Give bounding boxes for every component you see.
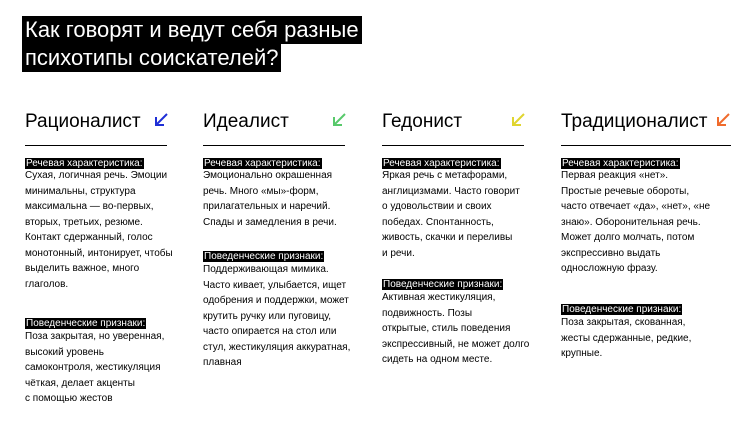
behavior-label: Поведенческие признаки:	[204, 251, 324, 262]
text-line: Эмоционально окрашенная	[203, 170, 333, 181]
text-line: Поза закрытая, скованная,	[561, 317, 686, 328]
behavior-text	[561, 315, 731, 362]
behavior-text	[382, 290, 552, 368]
arrow-down-left-icon	[510, 112, 526, 128]
text-line: односложную фразу.	[561, 263, 658, 274]
behavior-text	[203, 262, 373, 371]
column-hedonist	[382, 106, 530, 365]
arrow-down-left-icon	[331, 112, 347, 128]
behavior-text	[25, 329, 195, 407]
text-line: речь. Много «мы»-форм,	[203, 185, 319, 197]
column-header	[203, 106, 345, 146]
text-line: высокий уровень	[25, 346, 105, 358]
speech-label: Речевая характеристика:	[26, 158, 143, 169]
column-rationalist	[25, 106, 173, 404]
text-line: максимальна — во-первых,	[25, 201, 154, 212]
text-line: одобрения и поддержки, может	[203, 295, 349, 306]
arrow-down-left-icon	[715, 112, 731, 128]
text-line: Первая реакция «нет».	[561, 170, 669, 181]
text-line: прилагательных и наречий.	[203, 201, 331, 212]
text-line: Поза закрытая, но уверенная,	[25, 331, 165, 342]
text-line: монотонный, интонирует, чтобы	[25, 247, 173, 259]
text-line: и речи.	[382, 247, 415, 259]
column-header	[382, 106, 524, 146]
text-line: с помощью жестов	[25, 393, 113, 404]
text-line: Контакт сдержанный, голос	[25, 232, 153, 243]
speech-text	[203, 168, 373, 230]
text-line: стул, жестикуляция аккуратная,	[203, 341, 351, 353]
text-line: крупные.	[561, 348, 603, 359]
behavior-label: Поведенческие признаки:	[562, 304, 682, 315]
text-line: выделить важное, много	[25, 263, 140, 274]
text-line: Простые речевые обороты,	[561, 185, 690, 197]
title-line-1: Как говорят и ведут себя разные	[22, 16, 362, 44]
column-traditionalist	[561, 106, 731, 359]
text-line: Сухая, логичная речь. Эмоции	[25, 170, 168, 181]
speech-label: Речевая характеристика:	[204, 158, 321, 169]
text-line: жесты сдержанные, редкие,	[561, 332, 692, 344]
text-line: открытые, стиль поведения	[382, 323, 511, 334]
text-line: победах. Спонтанность,	[382, 216, 494, 228]
column-title: Идеалист	[203, 111, 289, 132]
text-line: самоконтроля, жестикуляция	[25, 362, 161, 373]
text-line: живость, скачки и переливы	[382, 232, 513, 243]
text-line: экспрессивно выдать	[561, 247, 661, 259]
text-line: вторых, третьих, резюме.	[25, 216, 143, 228]
text-line: глаголов.	[25, 278, 69, 290]
column-title: Гедонист	[382, 111, 463, 132]
title-line-2: психотипы соискателей?	[22, 44, 281, 72]
text-line: знаю». Оборонительная речь.	[561, 216, 701, 228]
text-line: подвижность. Позы	[382, 307, 473, 319]
text-line: англицизмами. Часто говорит	[382, 185, 520, 197]
speech-text	[382, 168, 552, 261]
text-line: сидеть на одном месте.	[382, 354, 493, 365]
text-line: Часто кивает, улыбается, ищет	[203, 279, 347, 291]
text-line: Яркая речь с метафорами,	[382, 170, 508, 181]
column-idealist	[203, 106, 351, 368]
text-line: минимальны, структура	[25, 185, 136, 197]
speech-label: Речевая характеристика:	[562, 158, 679, 169]
speech-text	[561, 168, 731, 277]
text-line: крутить ручку или пуговицу,	[203, 310, 332, 322]
column-title: Рационалист	[25, 111, 141, 132]
arrow-down-left-icon	[153, 112, 169, 128]
text-line: Может долго молчать, потом	[561, 232, 695, 243]
text-line: Спады и замедления в речи.	[203, 216, 337, 228]
behavior-label: Поведенческие признаки:	[26, 318, 146, 329]
text-line: чёткая, делает акценты	[25, 377, 135, 389]
text-line: часто опирается на стол или	[203, 326, 337, 337]
column-header	[25, 106, 167, 146]
column-header	[561, 106, 731, 146]
speech-text	[25, 168, 195, 292]
speech-label: Речевая характеристика:	[383, 158, 500, 169]
text-line: Активная жестикуляция,	[382, 292, 496, 303]
text-line: экспрессивный, не может долго	[382, 338, 530, 350]
behavior-label: Поведенческие признаки:	[383, 279, 503, 290]
column-title: Традиционалист	[561, 111, 708, 132]
text-line: о удовольствии и своих	[382, 201, 492, 212]
text-line: часто отвечает «да», «нет», «не	[561, 201, 711, 212]
text-line: плавная	[203, 357, 242, 368]
page-title	[22, 16, 362, 72]
text-line: Поддерживающая мимика.	[203, 264, 329, 275]
